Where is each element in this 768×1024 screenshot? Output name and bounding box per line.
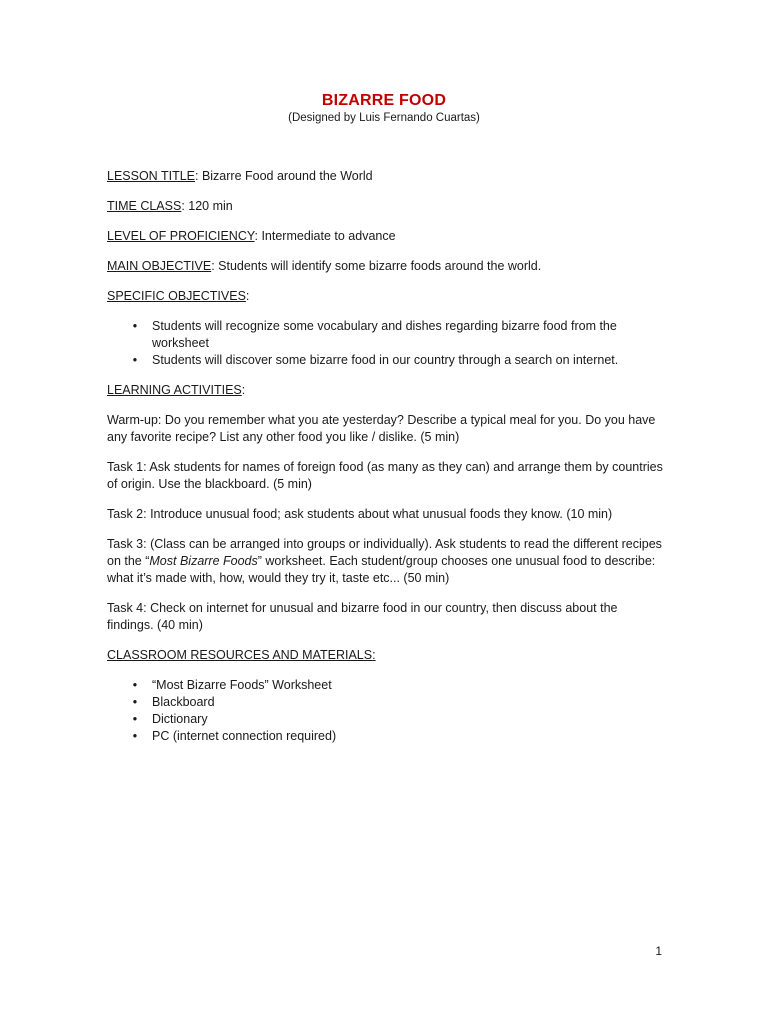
section-suffix: : <box>241 383 246 397</box>
section-label: LEARNING ACTIVITIES <box>107 383 242 397</box>
field-label: LEVEL OF PROFICIENCY <box>107 229 255 243</box>
task-2-paragraph: Task 2: Introduce unusual food; ask students about what unusual foods they know. (10 min) <box>107 507 613 521</box>
list-item <box>107 711 667 728</box>
section-suffix: : <box>372 648 376 662</box>
task-4-paragraph: Task 4: Check on internet for unusual and bizarre food in our country, then discuss about the findings. (40 min) <box>107 601 618 632</box>
list-item-text: Dictionary <box>152 712 208 726</box>
list-item-text: “Most Bizarre Foods” Worksheet <box>152 678 332 692</box>
field-value: : Bizarre Food around the World <box>195 169 373 183</box>
task-3-text-start: Task 3: (Class can be arranged into groups or individually). Ask students to read the different recipes on the “ <box>107 537 662 568</box>
list-item <box>107 728 667 745</box>
bullet-icon: • <box>132 712 138 726</box>
document-title: BIZARRE FOOD <box>321 92 447 109</box>
field-value: : Students will identify some bizarre foods around the world. <box>211 259 542 273</box>
field-value: : Intermediate to advance <box>254 229 396 243</box>
resources-heading <box>107 647 667 664</box>
list-item <box>107 694 667 711</box>
bullet-icon: • <box>132 678 138 692</box>
document-subtitle: (Designed by Luis Fernando Cuartas) <box>288 112 480 124</box>
list-item-text: PC (internet connection required) <box>152 729 337 743</box>
time-class-field <box>107 198 667 215</box>
worksheet-name: Most Bizarre Foods <box>149 554 258 568</box>
list-item-text: Students will discover some bizarre food in our country through a search on internet. <box>152 353 619 367</box>
bullet-icon: • <box>132 319 138 333</box>
list-item-text: Blackboard <box>152 695 215 709</box>
lesson-title-field <box>107 168 667 185</box>
list-item <box>107 318 667 352</box>
document-body <box>107 168 667 758</box>
task-1-paragraph: Task 1: Ask students for names of foreign food (as many as they can) and arrange them by countries of origin. Use the blackboard. (5 min) <box>107 460 663 491</box>
specific-objectives-list <box>107 318 667 369</box>
list-item <box>107 352 667 369</box>
bullet-icon: • <box>132 729 138 743</box>
section-label: SPECIFIC OBJECTIVES <box>107 289 246 303</box>
specific-objectives-heading <box>107 288 667 305</box>
section-label: CLASSROOM RESOURCES AND MATERIALS <box>107 648 373 662</box>
resources-list <box>107 677 667 745</box>
task-3-text-end: ” worksheet. Each student/group chooses one unusual food to describe: what it’s made with, how, would they try it, taste etc... (50 min) <box>107 554 656 585</box>
field-label: MAIN OBJECTIVE <box>107 259 212 273</box>
warm-up-paragraph: Warm-up: Do you remember what you ate yesterday? Describe a typical meal for you. Do you have any favorite recipe? List any other food you like / dislike. (5 min) <box>107 413 656 444</box>
bullet-icon: • <box>132 695 138 709</box>
field-value: : 120 min <box>181 199 233 213</box>
task-3-paragraph <box>107 536 667 587</box>
list-item-text: Students will recognize some vocabulary and dishes regarding bizarre food from the worksheet <box>152 319 617 350</box>
main-objective-field <box>107 258 667 275</box>
section-suffix: : <box>245 289 250 303</box>
page-number: 1 <box>655 944 662 958</box>
field-label: LESSON TITLE <box>107 169 195 183</box>
learning-activities-heading <box>107 382 667 399</box>
field-label: TIME CLASS <box>107 199 182 213</box>
bullet-icon: • <box>132 353 138 367</box>
level-of-proficiency-field <box>107 228 667 245</box>
list-item <box>107 677 667 694</box>
